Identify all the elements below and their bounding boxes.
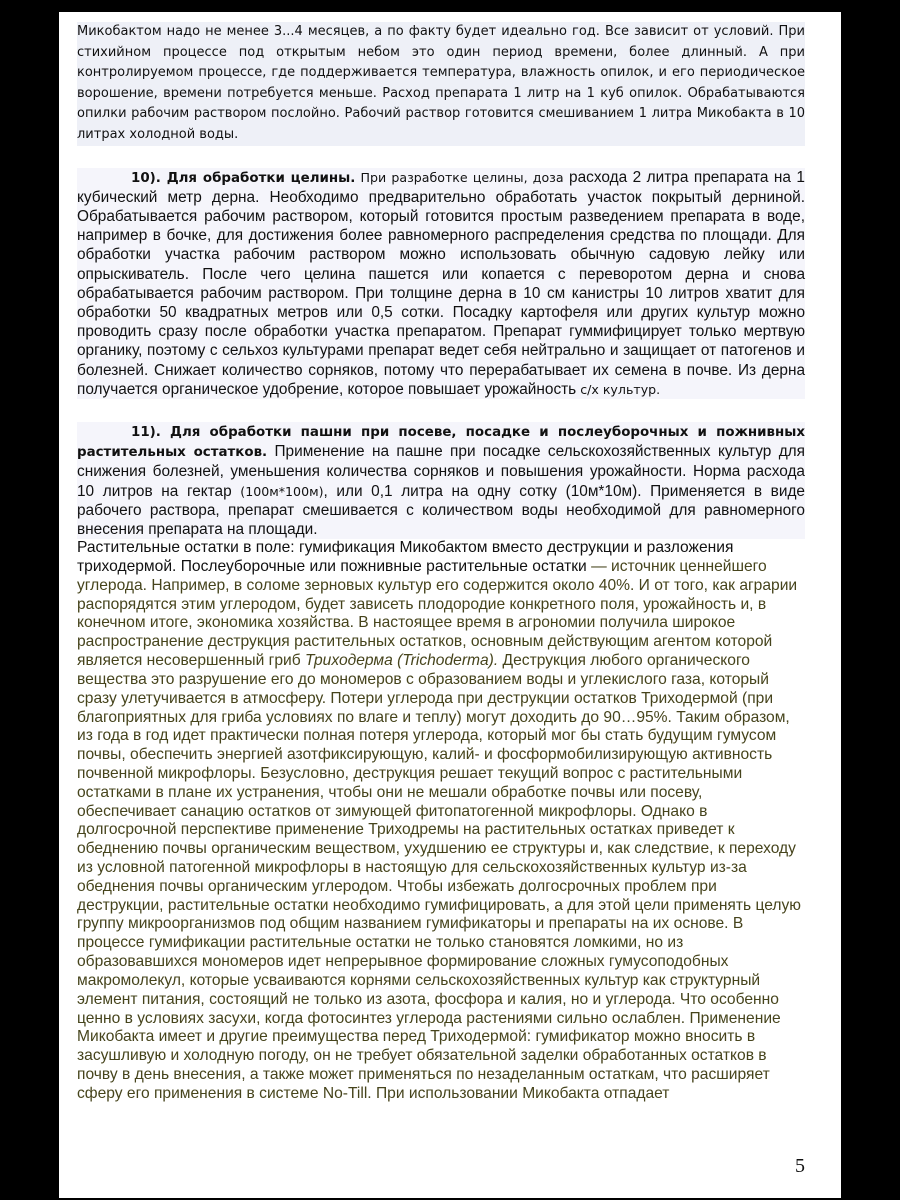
section-10-lead: При разработке целины, доза xyxy=(355,169,564,185)
section-11-body-b: , или 0,1 литра на одну сотку (10м*10м). Применяется в виде рабочего раствора, препарат смешивается с количеством воды необходимой для равномерного внесения препарата на площади. xyxy=(77,482,805,539)
section-11-body-a: Применение на пашне при посадке сельскохозяйственных культур для снижения болезней, уменьшения количества сорняков и повышения урожайности. Норма расхода 10 литров на гектар xyxy=(77,443,805,500)
article-paragraph xyxy=(77,539,805,1103)
document-page xyxy=(59,12,841,1198)
article-title: Растительные остатки в поле: гумификация Микобактом вместо деструкции и разложения триходермой. Послеуборочные или пожнивные растительные остатки xyxy=(77,539,734,576)
page-content xyxy=(77,22,805,1104)
article-italic-term: Триходерма (Trichoderma). xyxy=(304,652,499,670)
section-11-heading: 11). Для обработки пашни при посеве, посадке и послеуборочных и пожнивных растительных остатков. xyxy=(77,425,805,461)
section-10-body: расхода 2 литра препарата на 1 кубический метр дерна. Необходимо предварительно обработать участок покрытый дерниной. Обрабатывается рабочим раствором, который готовится простым разведением препарата в воде, например в бочке, для достижения более равномерного распределения средства по площади. Для обработки участка рабочим раствором можно использовать обычную садовую лейку или опрыскиватель. После чего целина пашется или копается с переворотом дерна и снова обрабатывается рабочим раствором. При толщине дерна в 10 см канистры 10 литров хватит для обработки 50 квадратных метров или 0,5 сотки. Посадку картофеля или других культур можно проводить сразу после обработки участка препаратом. Препарат гуммифицирует только мертвую органику, поэтому с сельхоз культурами препарат ведет себя нейтрально и защищает от патогенов и болезней. Снижает количество сорняков, потому что перерабатывает их семена в почве. Из дерна получается органическое удобрение, которое повышает урожайность xyxy=(77,168,805,398)
section-10-paragraph xyxy=(77,168,805,399)
section-11-unit: (100м*100м) xyxy=(240,483,324,499)
page-number: 5 xyxy=(795,1155,805,1177)
article-body-b: Деструкция любого органического вещества это разрушение его до мономеров с образованием воды и углекислого газа, который сразу улетучивается в атмосферу. Потери углерода при деструкции остатков Триходермой (при благоприятных для гриба условиях по влаге и теплу) могут доходить до 90…95%. Таким образом, из года в год идет практически полная потеря углерода, который мог бы стать будущим гумусом почвы, обеспечить энергией азотфиксирующую, калий- и фосформобилизирующую активность почвенной микрофлоры. Безусловно, деструкция решает текущий вопрос с растительными остатками в плане их устранения, чтобы они не мешали обработке почвы или посеву, обеспечивает санацию остатков от зимующей фитопатогенной микрофлоры. Однако в долгосрочной перспективе применение Триходремы на растительных остатках приведет к обеднению почвы органическим веществом, ухудшению ее структуры и, как следствие, к переходу из условной патогенной микрофлоры в настоящую для сельскохозяйственных культур из-за обеднения почвы органическим углеродом. Чтобы избежать долгосрочных проблем при деструкции, растительные остатки необходимо гумифицировать, а для этой цели применять целую группу микроорганизмов под общим названием гумификаторы и препараты на их основе. В процессе гумификации растительные остатки не только становятся ломкими, но из образовавшихся мономеров идет непрерывное формирование сложных гумусоподобных макромолекул, которые усваиваются корнями сельскохозяйственных культур как структурный элемент питания, состоящий не только из азота, фосфора и калия, но и углерода. Что особенно ценно в условиях засухи, когда фотосинтез углерода растениями сильно ослаблен. Применение Микобакта имеет и другие преимущества перед Триходермой: гумификатор можно вносить в засушливую и холодную погоду, он не требует обязательной заделки обработанных остатков в почву в день внесения, а также может применяться по незаделанным остаткам, что расширяет сферу его применения в системе No-Till. При использовании Микобакта отпадает xyxy=(77,652,801,1102)
intro-paragraph: Микобактом надо не менее 3...4 месяцев, а по факту будет идеально год. Все зависит от условий. При стихийном процессе под открытым небом это один период времени, более длинный. А при контролируемом процессе, где поддерживается температура, влажность опилок, и его периодическое ворошение, времени потребуется меньше. Расход препарата 1 литр на 1 куб опилок. Обрабатываются опилки рабочим раствором послойно. Рабочий раствор готовится смешиванием 1 литра Микобакта в 10 литрах холодной воды. xyxy=(77,22,805,146)
section-11-paragraph xyxy=(77,422,805,539)
article-body-a: — источник ценнейшего углерода. Например, в соломе зерновых культур его содержится около 40%. И от того, как аграрии распорядятся этим углеродом, будет зависеть плодородие конкретного поля, урожайность и, в конечном итоге, экономика хозяйства. В настоящее время в агрономии получила широкое распространение деструкция растительных остатков, основным действующим агентом которой является несовершенный гриб xyxy=(77,558,798,670)
section-10-heading: 10). Для обработки целины. xyxy=(131,170,356,186)
section-10-tail: с/х культур. xyxy=(576,381,661,397)
